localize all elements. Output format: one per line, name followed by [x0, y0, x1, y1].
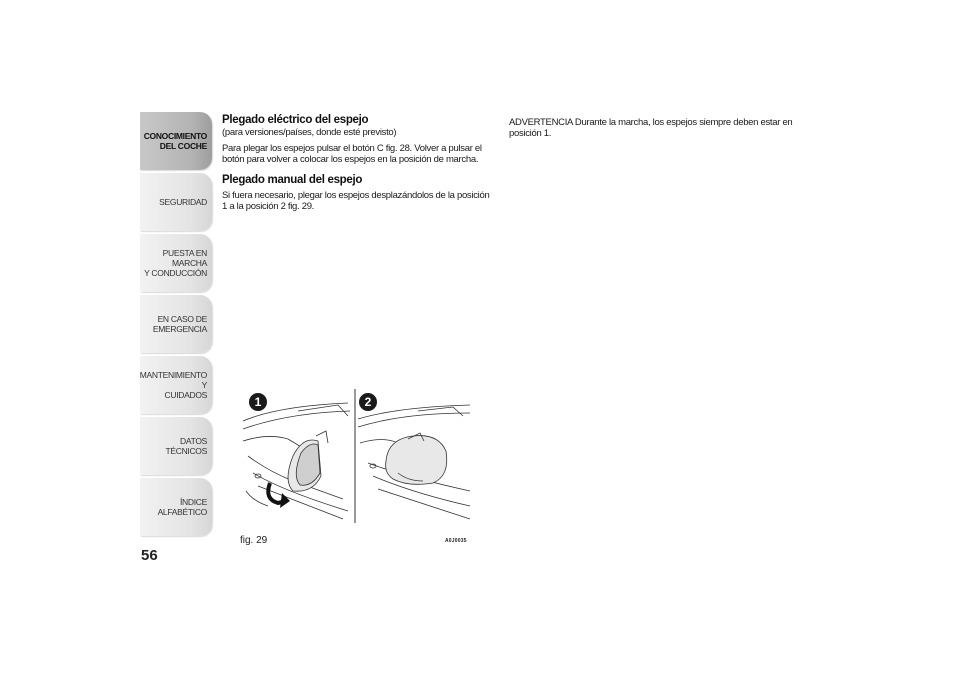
badge-position-2: [359, 393, 377, 411]
warning-text: ADVERTENCIA Durante la marcha, los espejos siempre deben estar en posición 1.: [509, 117, 793, 139]
tab-label: MANTENIMIENTO Y CUIDADOS: [139, 370, 207, 400]
panel-position-1: [243, 403, 350, 519]
tab-en-caso-de-emergencia[interactable]: [140, 295, 212, 353]
figure-caption: fig. 29: [240, 535, 268, 546]
section-title-manual-fold: Plegado manual del espejo: [222, 174, 363, 186]
figure-code: A0J0035: [445, 538, 467, 544]
tab-label: EN CASO DE EMERGENCIA: [152, 314, 207, 334]
badge-label: 2: [364, 395, 372, 409]
section-tabs: [140, 112, 212, 539]
section-body-electric-fold: Para plegar los espejos pulsar el botón C fig. 28. Volver a pulsar el botón para volver a colocar los espejos en la posición de marcha.: [222, 143, 482, 165]
left-column: [222, 113, 494, 220]
tab-indice-alfabetico[interactable]: [140, 478, 212, 536]
badge-position-1: [249, 393, 267, 411]
tab-label: SEGURIDAD: [159, 197, 207, 207]
right-column: [509, 117, 794, 147]
section-subtitle: (para versiones/países, donde esté previsto): [222, 127, 397, 138]
section-body-manual-fold: Si fuera necesario, plegar los espejos desplazándolos de la posición 1 a la posición 2 fig. 29.: [222, 190, 490, 212]
tab-label: DATOS TÉCNICOS: [165, 436, 207, 456]
page-number: 56: [141, 547, 158, 564]
tab-mantenimiento[interactable]: [140, 356, 212, 414]
tab-seguridad[interactable]: [140, 173, 212, 231]
tab-datos-tecnicos[interactable]: [140, 417, 212, 475]
tab-conocimiento-del-coche[interactable]: [140, 112, 212, 170]
tab-label: ÍNDICE ALFABÉTICO: [157, 497, 207, 517]
tab-puesta-en-marcha[interactable]: [140, 234, 212, 292]
section-title-electric-fold: Plegado eléctrico del espejo: [222, 114, 369, 126]
badge-label: 1: [254, 395, 262, 409]
figure-29-mirror-illustration: [238, 381, 473, 526]
tab-label: PUESTA EN MARCHA Y CONDUCCIÓN: [144, 248, 207, 278]
panel-position-2: [358, 405, 470, 519]
tab-label: CONOCIMIENTO DEL COCHE: [143, 131, 207, 151]
mirror-illustration: [238, 381, 473, 526]
